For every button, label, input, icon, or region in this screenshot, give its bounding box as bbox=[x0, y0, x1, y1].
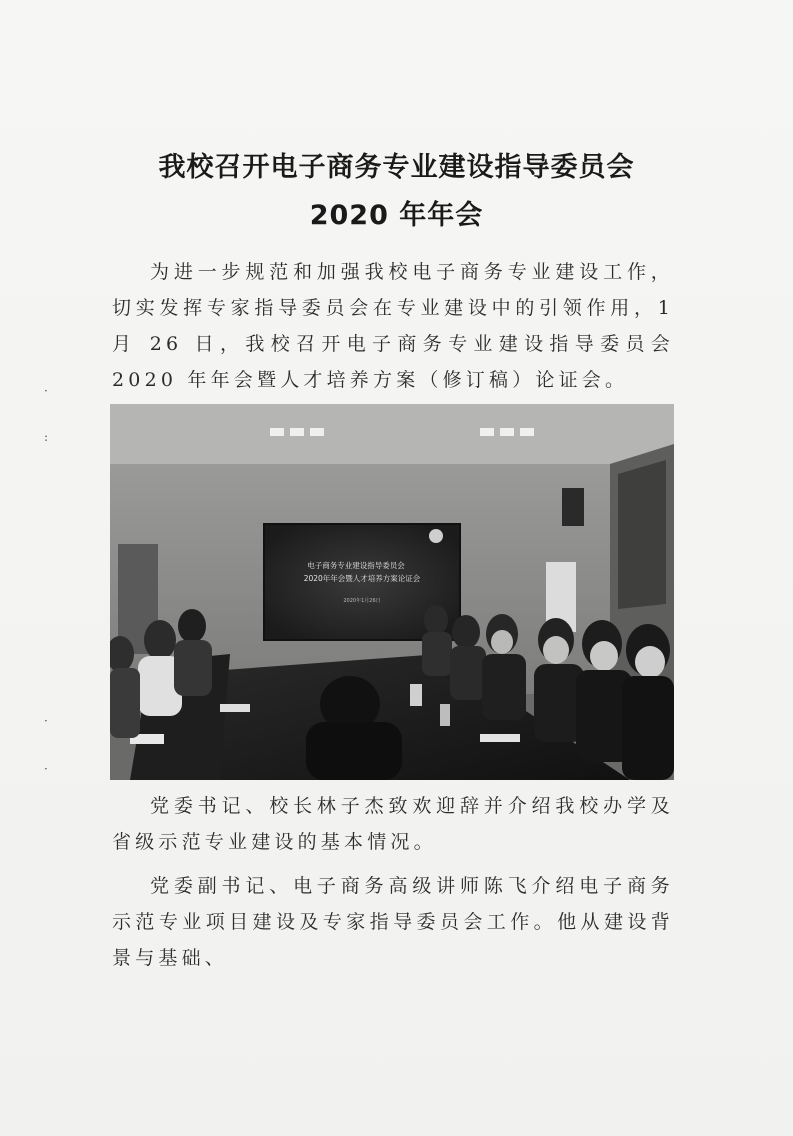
binding-mark: · bbox=[44, 384, 48, 398]
screen-subtitle: 2020年年会暨人才培养方案论证会 bbox=[303, 574, 421, 583]
meeting-photo bbox=[110, 404, 674, 780]
paragraph-principal: 党委书记、校长林子杰致欢迎辞并介绍我校办学及省级示范专业建设的基本情况。 bbox=[112, 795, 674, 853]
document-title-year: 2020 年年会 bbox=[309, 200, 484, 231]
binding-mark: · bbox=[44, 762, 48, 776]
binding-mark: · bbox=[44, 714, 48, 728]
meeting-photo-graphic bbox=[110, 404, 674, 780]
document-title: 我校召开电子商务专业建设指导委员会 bbox=[158, 152, 635, 183]
screen-date: 2020年1月26日 bbox=[343, 598, 381, 604]
paragraph-deputy: 党委副书记、电子商务高级讲师陈飞介绍电子商务示范专业项目建设及专家指导委员会工作。他从建设背景与基础、 bbox=[112, 875, 674, 969]
binding-mark: : bbox=[44, 430, 49, 444]
paragraph-intro: 为进一步规范和加强我校电子商务专业建设工作，切实发挥专家指导委员会在专业建设中的引领作用，1 月 26 日，我校召开电子商务专业建设指导委员会 2020 年年会暨人才培养方案（修订稿）论证会。 bbox=[112, 261, 674, 391]
screen-title: 电子商务专业建设指导委员会 bbox=[307, 561, 405, 570]
